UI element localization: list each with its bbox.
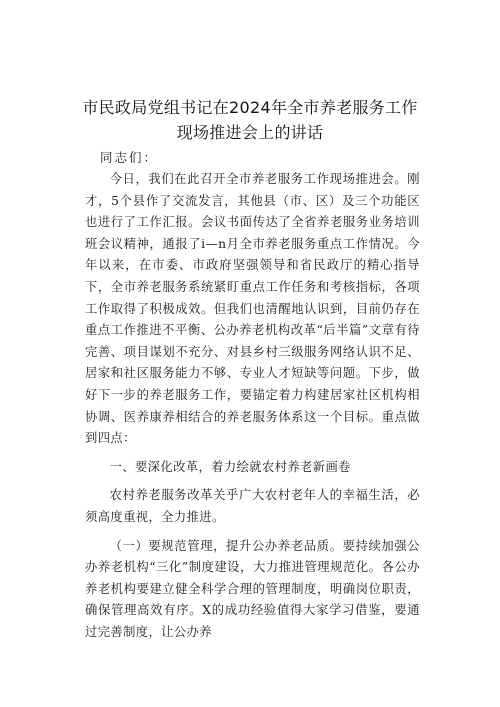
document-body — [85, 169, 420, 643]
document-title-line-2: 现场推进会上的讲话 — [176, 123, 324, 142]
paragraph-rural: 农村养老服务改革关乎广大农村老年人的幸福生活，必须高度重视，全力推进。 — [85, 488, 420, 524]
section-heading-1: 一、要深化改革，着力绘就农村养老新画卷 — [109, 459, 351, 474]
paragraph-intro: 今日，我们在此召开全市养老服务工作现场推进会。刚才，5个县作了交流发言，其他县（市、区）及三个功能区也进行了工作汇报。会议书面传达了全省养老服务业务培训班会议精神，通报了i—n月全市养老服务重点工作情况。今年以来，在市委、市政府坚强领导和省民政厅的精心指导下，全市养老服务系统紧盯重点工作任务和考核指标，各项工作取得了积极成效。但我们也清醒地认识到，目前仍存在重点工作推进不平衡、公办养老机构改革“后半篇”文章有待完善、项目谋划不充分、对县乡村三级服务网络认识不足、居家和社区服务能力不够、专业人才短缺等问题。下步，做好下一步的养老服务工作，要锚定着力构建居家社区机构相协调、医养康养相结合的养老服务体系这一个目标。重点做到四点： — [85, 172, 420, 446]
greeting: 同志们： — [100, 150, 159, 165]
document-title-line-1: 市民政局党组书记在2024年全市养老服务工作 — [82, 98, 418, 117]
paragraph-subsection-1: （一）要规范管理，提升公办养老品质。要持续加强公办养老机构“三化”制度建设，大力推进管理规范化。各公办养老机构要建立健全科学合理的管理制度，明确岗位职责，确保管理高效有序。X的成功经验值得大家学习借鉴，要通过完善制度，让公办养 — [85, 538, 420, 639]
